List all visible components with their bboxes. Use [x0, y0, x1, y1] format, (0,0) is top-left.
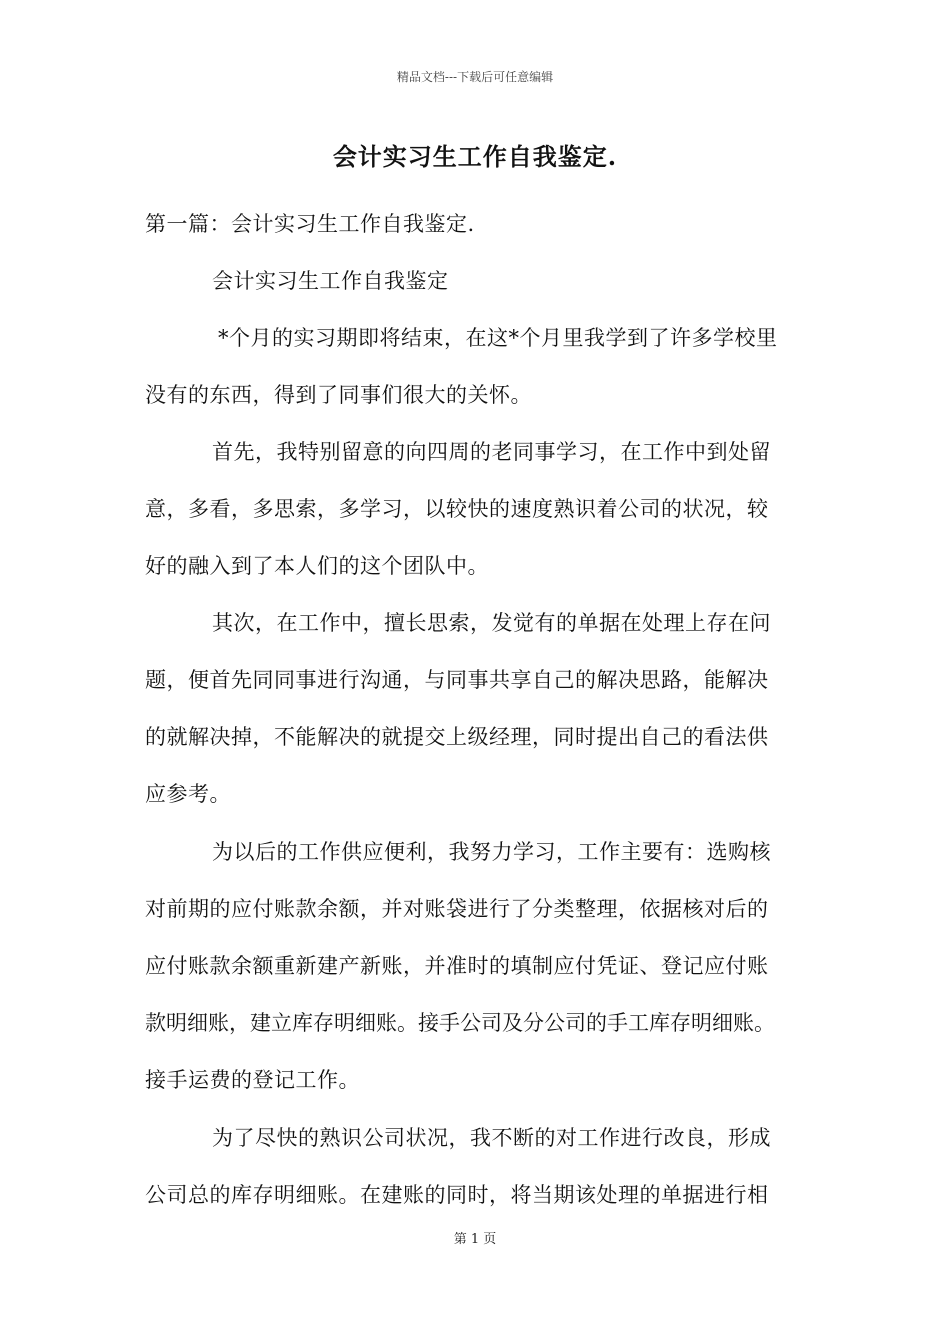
paragraph-line: 为以后的工作供应便利，我努力学习，工作主要有：选购核	[212, 840, 771, 864]
paragraph-line: 款明细账，建立库存明细账。接手公司及分公司的手工库存明细账。	[145, 1011, 775, 1035]
document-title: 会计实习生工作自我鉴定.	[332, 142, 618, 171]
paragraph-line: 的就解决掉，不能解决的就提交上级经理，同时提出自己的看法供	[145, 725, 769, 749]
page-header: 精品文档---下载后可任意编辑	[396, 70, 554, 84]
paragraph-line: *个月的实习期即将结束，在这*个月里我学到了许多学校里	[218, 326, 778, 350]
paragraph-line: 没有的东西，得到了同事们很大的关怀。	[145, 383, 532, 407]
paragraph-line: 接手运费的登记工作。	[145, 1068, 360, 1092]
paragraph-line: 好的融入到了本人们的这个团队中。	[145, 554, 489, 578]
paragraph-line: 公司总的库存明细账。在建账的同时，将当期该处理的单据进行相	[145, 1183, 769, 1207]
subtitle: 会计实习生工作自我鉴定	[212, 269, 449, 293]
paragraph-line: 其次，在工作中，擅长思索，发觉有的单据在处理上存在问	[212, 611, 771, 635]
paragraph-line: 首先，我特别留意的向四周的老同事学习，在工作中到处留	[212, 440, 771, 464]
paragraph-line: 为了尽快的熟识公司状况，我不断的对工作进行改良，形成	[212, 1126, 771, 1150]
paragraph-line: 应付账款余额重新建产新账，并准时的填制应付凭证、登记应付账	[145, 954, 769, 978]
section-heading: 第一篇：会计实习生工作自我鉴定.	[145, 212, 475, 236]
paragraph-line: 应参考。	[145, 782, 231, 806]
paragraph-line: 意，多看，多思索，多学习，以较快的速度熟识着公司的状况，较	[145, 497, 769, 521]
page-number: 第 1 页	[453, 1232, 497, 1247]
paragraph-line: 题，便首先同同事进行沟通，与同事共享自己的解决思路，能解决	[145, 668, 769, 692]
paragraph-line: 对前期的应付账款余额，并对账袋进行了分类整理，依据核对后的	[145, 897, 769, 921]
